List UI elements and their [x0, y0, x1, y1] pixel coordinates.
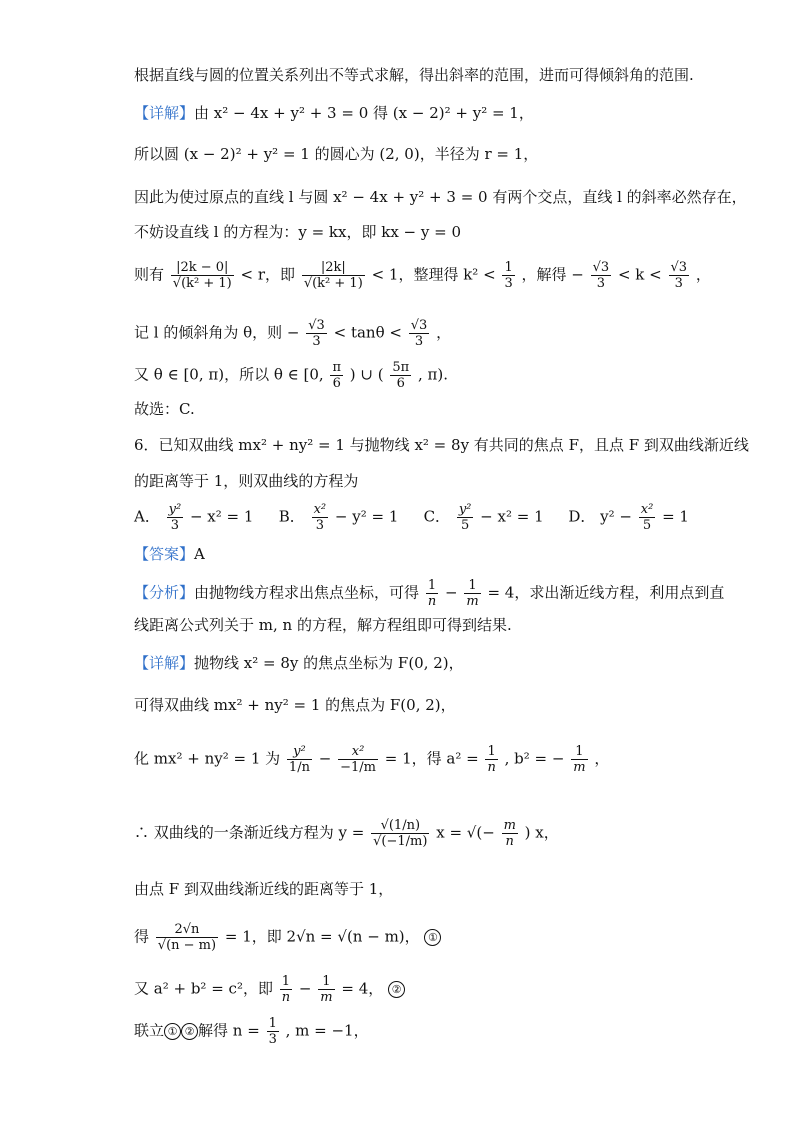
- option-c: [424, 502, 564, 533]
- fraction-num: 1: [485, 744, 497, 760]
- option-d-label: D．: [568, 507, 596, 526]
- l8-text-a: 又 θ ∈ [0, π)，所以 θ ∈ [0,: [134, 365, 324, 384]
- fraction: [591, 260, 612, 291]
- fraction-num: y²: [287, 744, 312, 760]
- answer-tag: 【答案】: [134, 545, 195, 563]
- fraction-den: n: [427, 594, 437, 609]
- d3-text-a: 化 mx² + ny² = 1 为: [134, 749, 281, 768]
- circled-one: ①: [424, 929, 441, 946]
- detail-line-6: [134, 922, 441, 953]
- option-d-text-l: y² −: [600, 507, 632, 526]
- fraction-num: x²: [338, 744, 378, 760]
- answer-value: A: [194, 545, 205, 563]
- d8-text-b: 解得 n =: [198, 1021, 260, 1040]
- detail-line-4: [134, 818, 559, 849]
- fraction: [502, 818, 518, 849]
- fraction-num: |2k − 0|: [171, 260, 234, 276]
- d3-text-c: , b² = −: [504, 749, 565, 768]
- option-b-label: B．: [278, 507, 305, 526]
- l8-text-c: , π).: [418, 365, 449, 384]
- detail-line-3: [134, 744, 609, 775]
- fraction-den: √(n − m): [157, 938, 217, 953]
- fraction-num: x²: [640, 502, 654, 517]
- text-line-6: [134, 260, 711, 291]
- l7-text-c: ，: [436, 323, 452, 342]
- fraction-num: m: [503, 818, 516, 833]
- fraction: [390, 360, 411, 391]
- fraction-den: 3: [414, 334, 424, 349]
- l6-text-f: ，: [695, 265, 711, 284]
- detail-line-5: [134, 878, 393, 900]
- fraction: [464, 578, 480, 609]
- option-a-text: − x² = 1: [189, 507, 254, 526]
- fraction-num: 1: [426, 578, 438, 594]
- fraction-num: √3: [670, 260, 688, 275]
- fraction: [502, 260, 514, 291]
- line-5-text: 不妨设直线 l 的方程为：y = kx，即 kx − y = 0: [134, 223, 462, 241]
- fraction-den: 3: [170, 518, 180, 533]
- fraction-num: √(1/n): [371, 818, 429, 834]
- fraction: [167, 502, 184, 533]
- d7-minus: −: [298, 979, 312, 998]
- d4-text-c: ) x，: [524, 823, 559, 842]
- analysis-minus: −: [444, 583, 458, 602]
- text-line-4: [134, 186, 747, 208]
- fraction: [669, 260, 690, 291]
- detail-line-7: [134, 974, 405, 1005]
- options-row: [134, 502, 708, 533]
- d3-minus: −: [318, 749, 332, 768]
- fraction: [280, 974, 292, 1005]
- line-4-text: 因此为使过原点的直线 l 与圆 x² − 4x + y² + 3 = 0 有两个交点，直线 l 的斜率必然存在，: [134, 188, 747, 206]
- fraction-num: 1: [268, 1016, 277, 1031]
- fraction-den: 5: [642, 518, 652, 533]
- fraction-den: n: [505, 834, 514, 849]
- fraction-den: m: [320, 990, 333, 1005]
- l7-text-b: < tanθ <: [333, 323, 402, 342]
- option-d-text: = 1: [662, 507, 689, 526]
- line-3-text: 所以圆 (x − 2)² + y² = 1 的圆心为 (2, 0)，半径为 r = 1，: [134, 145, 539, 163]
- l7-text-a: 记 l 的倾斜角为 θ，则 −: [134, 323, 300, 342]
- d8-text-a: 联立: [134, 1021, 165, 1040]
- detail-line-2: [134, 694, 456, 716]
- d7-text-a: 又 a² + b² = c²，即: [134, 979, 273, 998]
- d6-text-b: = 1，即 2√n = √(n − m)，: [224, 927, 420, 946]
- circled-two: ②: [388, 981, 405, 998]
- question-6-line-1: [134, 434, 749, 456]
- fraction-num: x²: [313, 502, 327, 517]
- question-6-line-2: [134, 470, 358, 492]
- fraction-den: m: [573, 760, 586, 775]
- fraction: [485, 744, 497, 775]
- l6-text-a: 则有: [134, 265, 165, 284]
- fraction-den: 6: [396, 376, 405, 391]
- option-a-label: A．: [134, 507, 160, 526]
- fraction: [156, 922, 218, 953]
- fraction: [267, 1016, 279, 1047]
- fraction-den: √(k² + 1): [172, 276, 232, 291]
- text-line-7: [134, 318, 451, 349]
- fraction-den: 3: [504, 276, 513, 291]
- fraction-den: m: [466, 594, 479, 609]
- fraction-num: 1: [504, 260, 513, 275]
- fraction-num: 1: [318, 974, 334, 990]
- line-2-text: 由 x² − 4x + y² + 3 = 0 得 (x − 2)² + y² = 1，: [194, 104, 534, 122]
- l6-text-c: < 1，整理得 k² <: [371, 265, 496, 284]
- fraction: [318, 974, 334, 1005]
- text-line-9: [134, 398, 195, 420]
- fraction-num: 1: [280, 974, 292, 990]
- l6-text-e: < k <: [617, 265, 662, 284]
- fraction-den: −1/m: [340, 760, 376, 775]
- circled-two: ②: [181, 1023, 198, 1040]
- fraction-num: |2k|: [302, 260, 365, 276]
- fraction: [426, 578, 438, 609]
- fraction-num: 2√n: [156, 922, 218, 938]
- option-d: [568, 502, 708, 533]
- choice-result: 故选：C.: [134, 400, 195, 418]
- fraction: [371, 818, 429, 849]
- question-6-stem-a: 6．已知双曲线 mx² + ny² = 1 与抛物线 x² = 8y 有共同的焦点 F，且点 F 到双曲线渐近线: [134, 436, 749, 454]
- l6-text-b: < r，即: [240, 265, 296, 284]
- fraction-den: 3: [315, 518, 324, 533]
- analysis-tag: 【分析】: [134, 583, 195, 602]
- fraction: [571, 744, 587, 775]
- fraction: [306, 318, 327, 349]
- fraction: [312, 502, 329, 533]
- text-line-5: [134, 221, 461, 243]
- analysis-text-2: 线距离公式列关于 m, n 的方程，解方程组即可得到结果.: [134, 616, 512, 634]
- fraction-den: n: [281, 990, 291, 1005]
- fraction: [338, 744, 378, 775]
- fraction-num: √3: [410, 318, 428, 333]
- fraction-den: 3: [596, 276, 606, 291]
- fraction-num: 5π: [392, 360, 410, 375]
- answer-line: [134, 543, 205, 565]
- text-line-1: [134, 64, 694, 86]
- analysis-line-1: [134, 578, 724, 609]
- fraction: [330, 360, 343, 391]
- l8-text-b: ) ∪ (: [349, 365, 384, 384]
- fraction-num: y²: [168, 502, 182, 517]
- fraction: [639, 502, 656, 533]
- d3-text-b: = 1，得 a² =: [384, 749, 479, 768]
- fraction: [287, 744, 312, 775]
- fraction-num: 1: [464, 578, 480, 594]
- line-1-text: 根据直线与圆的位置关系列出不等式求解，得出斜率的范围，进而可得倾斜角的范围.: [134, 66, 694, 84]
- fraction-num: √3: [592, 260, 610, 275]
- fraction-den: 3: [268, 1032, 277, 1047]
- analysis-text-a: 由抛物线方程求出焦点坐标，可得: [194, 583, 420, 602]
- option-b: [279, 502, 419, 533]
- detail-tag: 【详解】: [134, 104, 195, 122]
- fraction-den: 1/n: [288, 760, 310, 775]
- d4-text-a: ∴ 双曲线的一条渐近线方程为 y =: [134, 823, 365, 842]
- d3-text-d: ，: [594, 749, 610, 768]
- option-c-label: C．: [423, 507, 451, 526]
- option-b-text: − y² = 1: [334, 507, 399, 526]
- detail-line-1: [134, 652, 464, 674]
- detail-tag: 【详解】: [134, 654, 195, 672]
- fraction: [457, 502, 474, 533]
- text-line-3: [134, 143, 538, 165]
- d6-text-a: 得: [134, 927, 150, 946]
- fraction-den: 3: [674, 276, 683, 291]
- detail-text-1: 抛物线 x² = 8y 的焦点坐标为 F(0, 2)，: [194, 654, 464, 672]
- detail-text-2: 可得双曲线 mx² + ny² = 1 的焦点为 F(0, 2)，: [134, 696, 456, 714]
- detail-line-8: [134, 1016, 369, 1047]
- fraction-den: √(k² + 1): [303, 276, 363, 291]
- fraction-den: 5: [460, 518, 470, 533]
- fraction: [302, 260, 365, 291]
- fraction-den: 6: [332, 376, 341, 391]
- fraction-den: 3: [312, 334, 321, 349]
- d7-text-b: = 4，: [341, 979, 384, 998]
- d8-text-c: , m = −1，: [285, 1021, 369, 1040]
- analysis-line-2: [134, 614, 512, 636]
- option-c-text: − x² = 1: [480, 507, 544, 526]
- fraction: [409, 318, 430, 349]
- l6-text-d: ，解得 −: [521, 265, 584, 284]
- fraction-num: y²: [458, 502, 472, 517]
- d4-text-b: x = √(−: [436, 823, 495, 842]
- fraction-den: n: [487, 760, 496, 775]
- circled-one: ①: [164, 1023, 181, 1040]
- text-line-2: [134, 102, 534, 124]
- fraction-den: √(−1/m): [373, 834, 428, 849]
- fraction-num: π: [332, 360, 342, 375]
- question-6-stem-b: 的距离等于 1，则双曲线的方程为: [134, 472, 359, 490]
- fraction-num: √3: [308, 318, 325, 333]
- detail-text-5: 由点 F 到双曲线渐近线的距离等于 1，: [134, 880, 394, 898]
- option-a: [134, 502, 274, 533]
- text-line-8: [134, 360, 448, 391]
- fraction: [171, 260, 234, 291]
- fraction-num: 1: [571, 744, 587, 760]
- analysis-text-b: = 4，求出渐近线方程，利用点到直: [487, 583, 725, 602]
